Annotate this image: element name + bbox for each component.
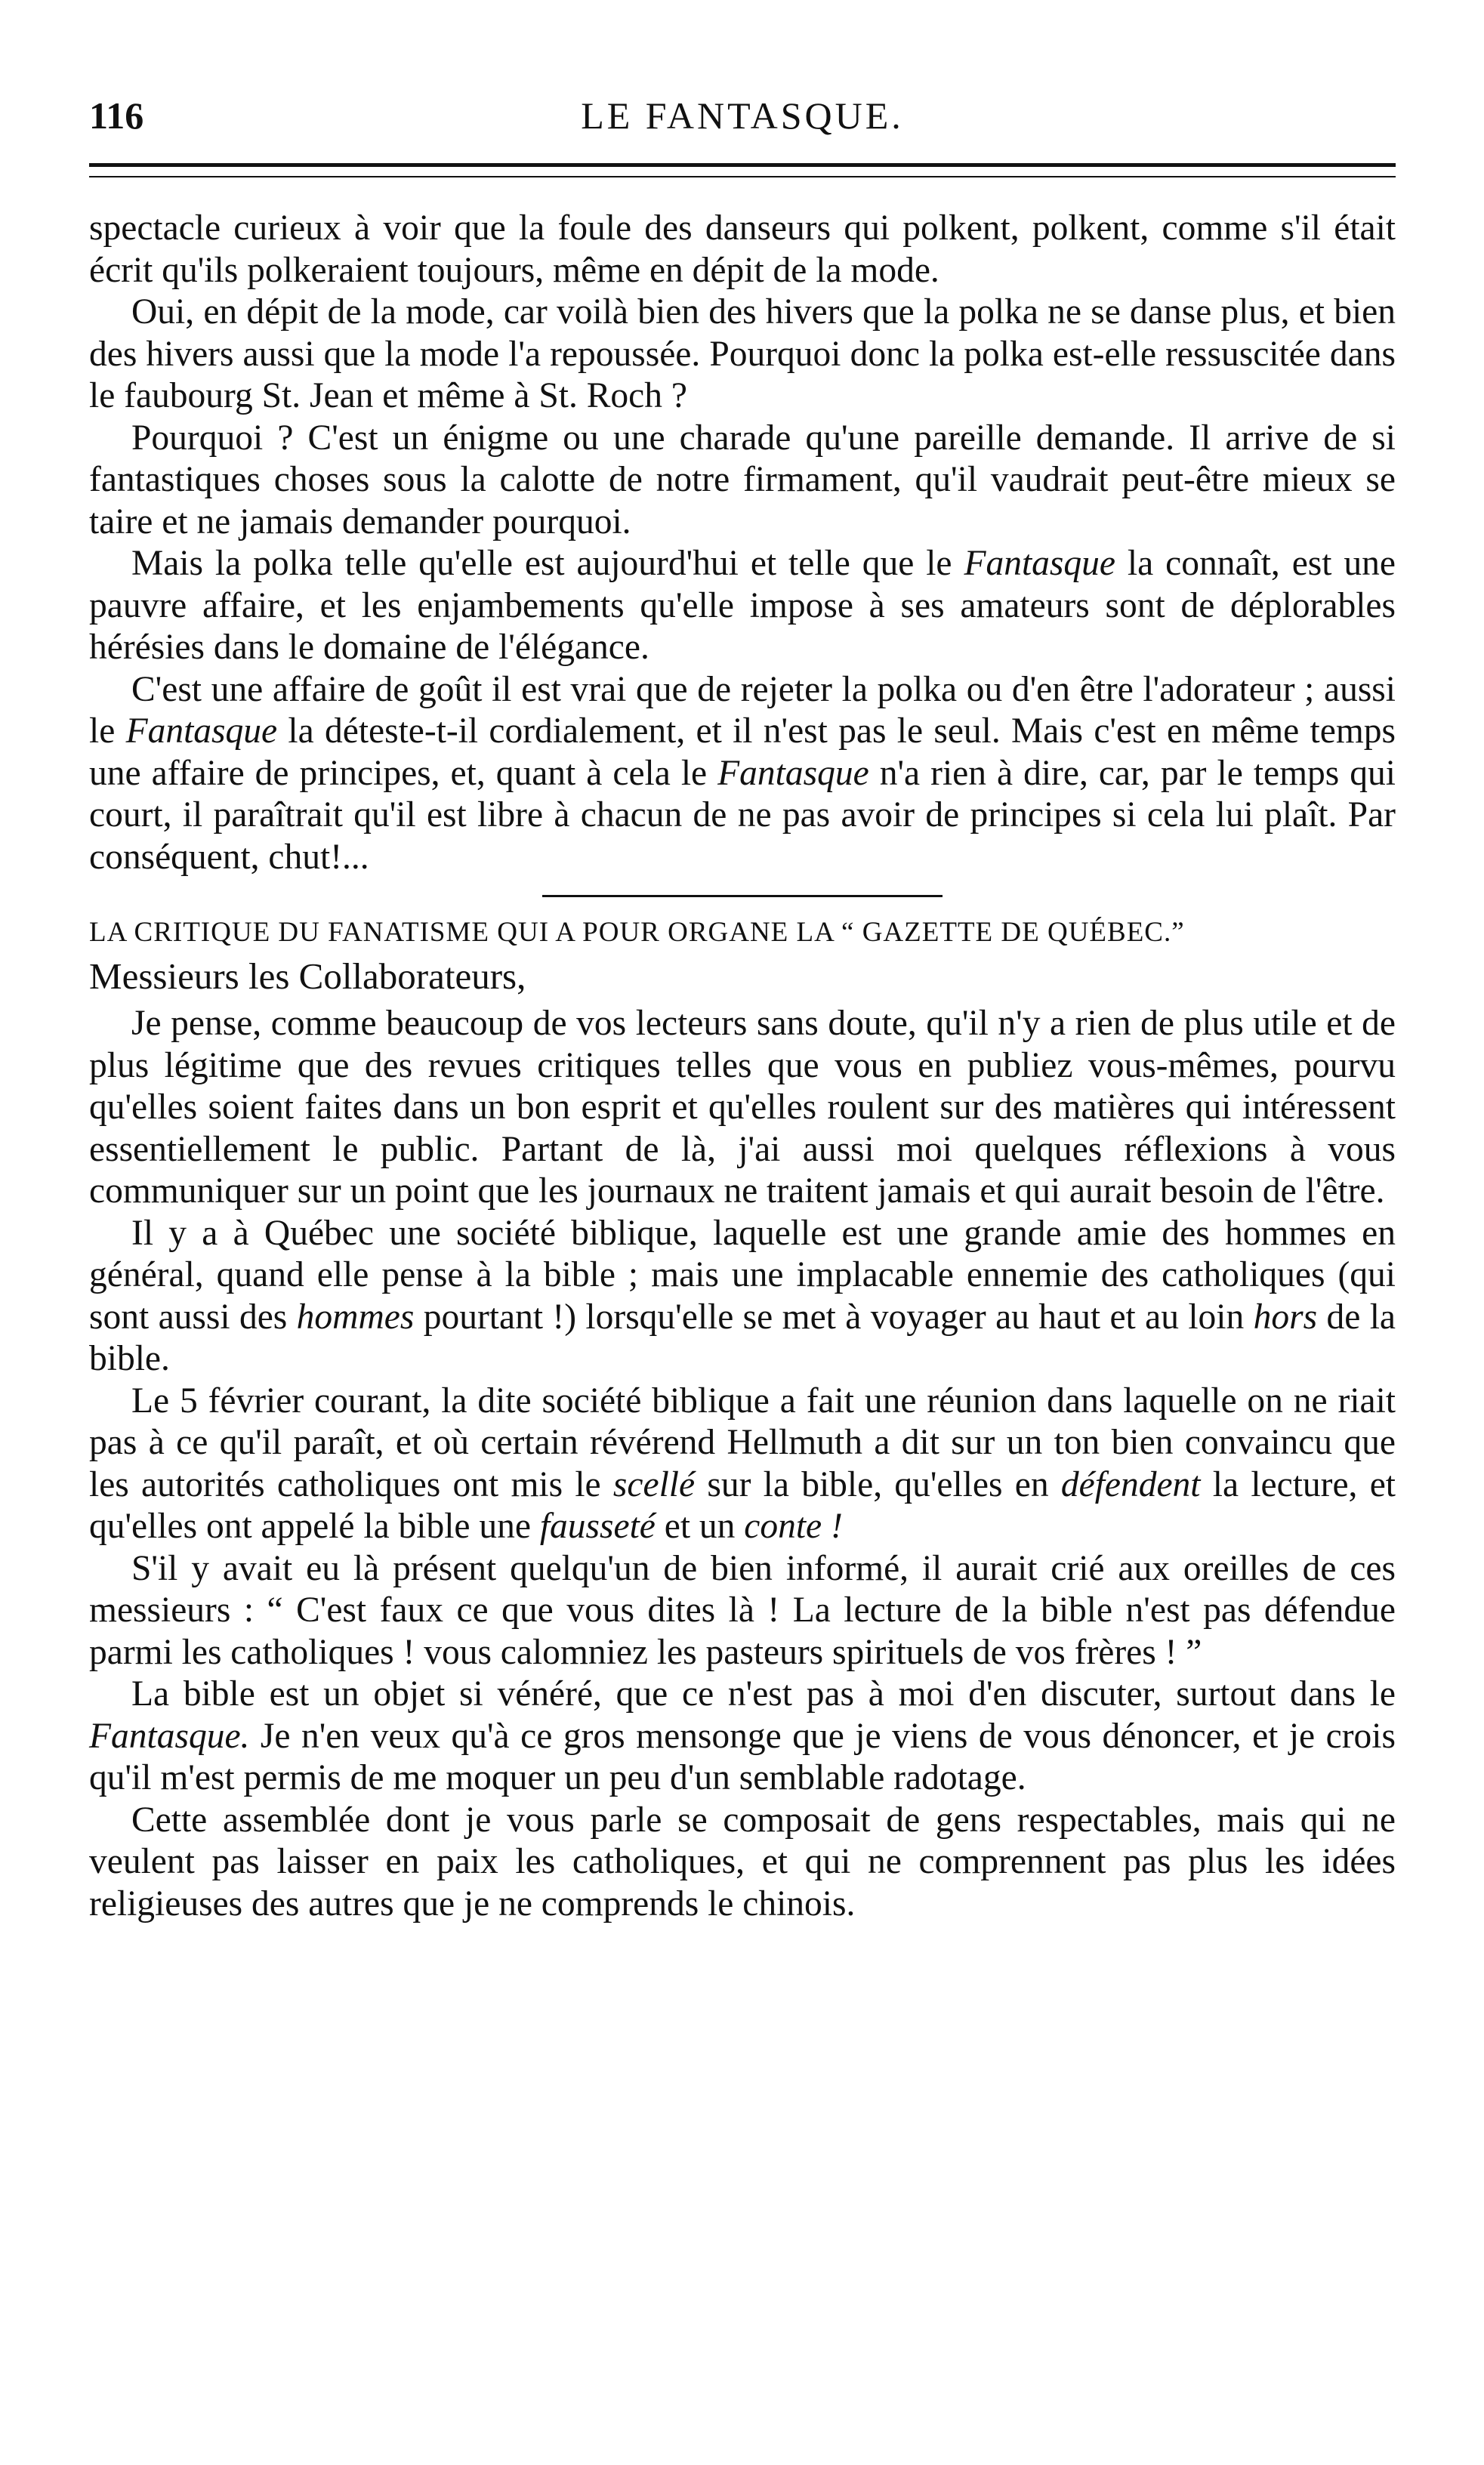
paragraph [89, 543, 1396, 669]
book-page [89, 89, 1396, 2415]
text-run: et un [655, 1507, 745, 1546]
italic-text: défendent [1060, 1464, 1201, 1504]
italic-text: hommes [296, 1297, 415, 1337]
text-run: pourtant !) lorsqu'elle se met à voyager au haut et au loin [414, 1297, 1254, 1337]
text-run: la lecture, et qu'elles ont appelé la bible une [89, 1464, 1396, 1546]
section-divider [542, 895, 943, 897]
running-title: LE FANTASQUE. [581, 94, 904, 137]
italic-text: hors [1253, 1297, 1318, 1337]
article-fanatisme [89, 914, 1396, 1925]
text-run: Il y a à Québec une société biblique, laquelle est une grande amie des hommes en général, quand elle pense à la bible ; mais une implacable ennemie des catholiques (qui sont aussi des [89, 1213, 1396, 1337]
header-double-rule [89, 163, 1396, 177]
paragraph [89, 1213, 1396, 1381]
article-polka [89, 208, 1396, 878]
paragraph [89, 1548, 1396, 1674]
article-heading: LA CRITIQUE DU FANATISME QUI A POUR ORGANE LA “ GAZETTE DE QUÉBEC.” [89, 917, 1185, 948]
italic-text: Fantasque [125, 711, 278, 751]
page-number: 116 [89, 94, 144, 137]
text-run: Oui, en dépit de la mode, car voilà bien des hivers que la polka ne se danse plus, et bien des hivers aussi que la mode l'a repoussée. Pourquoi donc la polka est-elle ressuscitée dans le faubourg St. Jean et même à St. Roch ? [89, 292, 1396, 415]
paragraph [89, 1674, 1396, 1800]
italic-text: fausseté [539, 1507, 656, 1546]
text-run: S'il y avait eu là présent quelqu'un de bien informé, il aurait crié aux oreilles de ces messieurs : “ C'est faux ce que vous dites là ! La lecture de la bible n'est pas défendue parmi les catholiques ! vous calomniez les pasteurs spirituels de vos frères ! ” [89, 1548, 1396, 1672]
paragraph [89, 1800, 1396, 1926]
text-run: Pourquoi ? C'est un énigme ou une charade qu'une pareille demande. Il arrive de si fantastiques choses sous la calotte de notre firmament, qu'il vaudrait peut-être mieux se taire et ne jamais demander pourquoi. [89, 418, 1396, 541]
paragraph [89, 1003, 1396, 1213]
text-run: Mais la polka telle qu'elle est aujourd'hui et telle que le [131, 544, 964, 583]
text-run: n'a rien à dire, car, par le temps qui court, il paraîtrait qu'il est libre à chacun de ne pas avoir de principes si cela lui plaît. Par conséquent, chut!... [89, 753, 1396, 877]
text-run: sur la bible, qu'elles en [695, 1464, 1061, 1504]
page-header [89, 89, 1396, 142]
text-run: de la bible. [89, 1297, 1396, 1378]
text-run: C'est une affaire de goût il est vrai que de rejeter la polka ou d'en être l'adorateur ; aussi le [89, 669, 1396, 751]
text-run: Je pense, comme beaucoup de vos lecteurs sans doute, qu'il n'y a rien de plus utile et de plus légitime que des revues critiques telles que vous en publiez vous-mêmes, pourvu qu'elles soient faites dans un bon esprit et qu'elles roulent sur des matières qui intéressent essentiellement le public. Partant de là, j'ai aussi moi quelques réflexions à vous communiquer sur un point que les journaux ne traitent jamais et qui aurait besoin de l'être. [89, 1004, 1396, 1211]
italic-text: Fantasque [964, 544, 1115, 583]
text-run: la déteste-t-il cordialement, et il n'est pas le seul. Mais c'est en même temps une affaire de principes, et, quant à cela le [89, 711, 1396, 793]
italic-text: scellé [612, 1464, 696, 1504]
italic-text: Fantasque [717, 753, 869, 793]
text-run: Cette assemblée dont je vous parle se composait de gens respectables, mais qui ne veulent pas laisser en paix les catholiques, et qui ne comprennent pas plus les idées religieuses des autres que je ne comprends le chinois. [89, 1800, 1396, 1924]
text-run: Le 5 février courant, la dite société biblique a fait une réunion dans laquelle on ne riait pas à ce qu'il paraît, et où certain révérend Hellmuth a dit sur un ton bien convaincu que les autorités catholiques ont mis le [89, 1381, 1396, 1504]
paragraph [89, 1381, 1396, 1548]
text-run: la connaît, est une pauvre affaire, et les enjambements qu'elle impose à ses amateurs sont de déplorables hérésies dans le domaine de l'élégance. [89, 544, 1396, 667]
paragraph [89, 208, 1396, 292]
italic-text: Fantasque. [89, 1716, 250, 1756]
paragraph [89, 669, 1396, 879]
body-text [89, 208, 1396, 1925]
paragraph [89, 418, 1396, 544]
text-run: spectacle curieux à voir que la foule des danseurs qui polkent, polkent, comme s'il était écrit qu'ils polkeraient toujours, même en dépit de la mode. [89, 208, 1396, 290]
paragraph [89, 292, 1396, 418]
letter-salutation: Messieurs les Collaborateurs, [89, 955, 526, 997]
italic-text: conte ! [744, 1507, 843, 1546]
text-run: La bible est un objet si vénéré, que ce n'est pas à moi d'en discuter, surtout dans le [131, 1674, 1396, 1714]
text-run: Je n'en veux qu'à ce gros mensonge que je viens de vous dénoncer, et je crois qu'il m'est permis de me moquer un peu d'un semblable radotage. [89, 1716, 1396, 1797]
